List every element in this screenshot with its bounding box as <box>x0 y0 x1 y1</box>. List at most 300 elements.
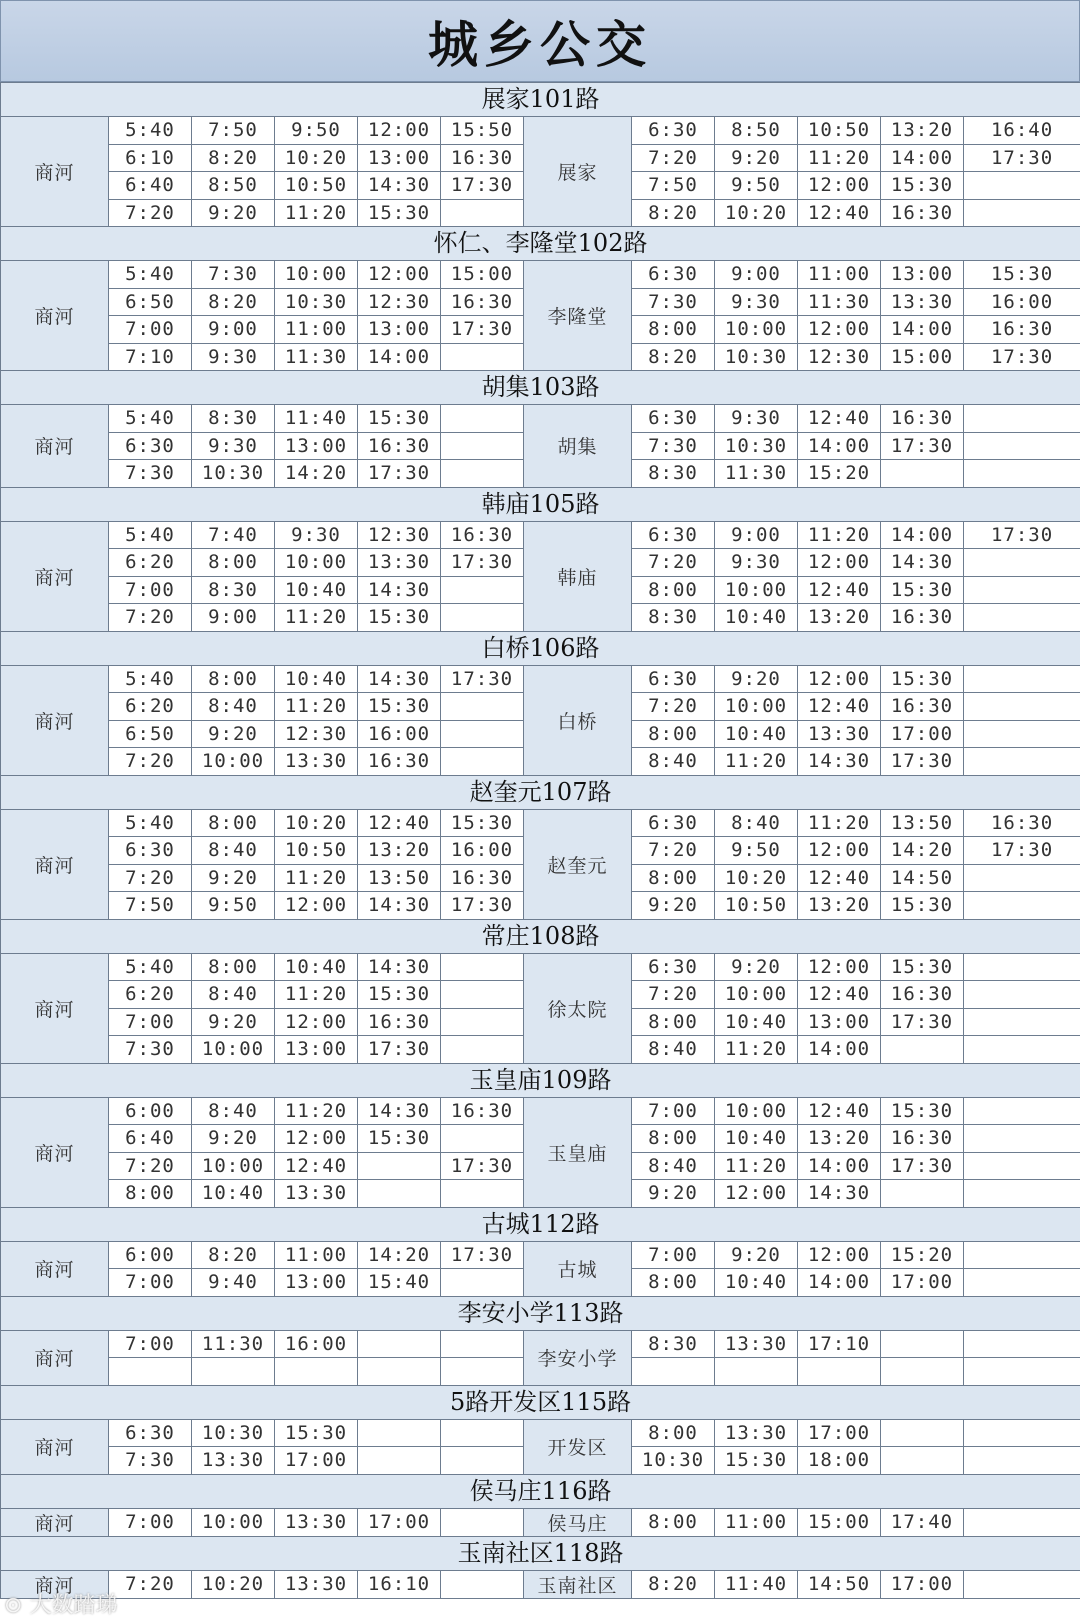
return-time: 17:00 <box>881 720 964 748</box>
return-time <box>964 1419 1080 1447</box>
return-time: 17:30 <box>964 521 1080 549</box>
return-time: 11:20 <box>798 809 881 837</box>
departure-time <box>441 1036 524 1064</box>
departure-time: 6:30 <box>109 432 192 460</box>
return-time <box>964 1508 1080 1536</box>
return-time <box>964 981 1080 1009</box>
departure-time: 9:30 <box>192 343 275 371</box>
departure-time: 10:20 <box>275 809 358 837</box>
return-time: 9:30 <box>715 549 798 577</box>
route-header <box>1 487 1080 521</box>
return-time <box>964 1152 1080 1180</box>
return-time: 17:40 <box>881 1508 964 1536</box>
origin-station: 商河 <box>1 1097 109 1207</box>
departure-time: 11:20 <box>275 981 358 1009</box>
departure-time: 16:30 <box>441 864 524 892</box>
departure-time: 7:40 <box>192 521 275 549</box>
return-time: 14:00 <box>798 1036 881 1064</box>
return-time: 12:40 <box>798 199 881 227</box>
origin-station: 商河 <box>1 809 109 919</box>
terminal-station: 玉皇庙 <box>524 1097 632 1207</box>
departure-time: 15:50 <box>441 117 524 145</box>
departure-time: 10:40 <box>275 953 358 981</box>
departure-time: 6:30 <box>109 837 192 865</box>
return-time: 15:30 <box>881 665 964 693</box>
return-time: 11:00 <box>715 1508 798 1536</box>
route-name: 侯马庄116路 <box>1 1474 1080 1508</box>
return-time: 9:50 <box>715 172 798 200</box>
departure-time: 13:30 <box>275 1180 358 1208</box>
origin-station: 商河 <box>1 521 109 631</box>
departure-time: 15:30 <box>358 693 441 721</box>
departure-time <box>441 604 524 632</box>
return-time: 10:40 <box>715 604 798 632</box>
return-time: 17:00 <box>881 1269 964 1297</box>
return-time: 16:30 <box>881 981 964 1009</box>
return-time: 12:40 <box>798 693 881 721</box>
departure-time <box>441 1125 524 1153</box>
table-row <box>1 1508 1080 1536</box>
return-time <box>964 549 1080 577</box>
departure-time: 8:20 <box>192 1241 275 1269</box>
return-time: 6:30 <box>632 117 715 145</box>
departure-time: 15:00 <box>441 261 524 289</box>
return-time <box>964 748 1080 776</box>
watermark-logo: ⊙ 大数踏珶 <box>4 1593 118 1618</box>
return-time: 17:30 <box>881 432 964 460</box>
departure-time: 5:40 <box>109 809 192 837</box>
departure-time: 14:30 <box>358 665 441 693</box>
return-time: 11:20 <box>715 748 798 776</box>
return-time: 12:00 <box>798 172 881 200</box>
return-time: 14:20 <box>881 837 964 865</box>
return-time: 6:30 <box>632 521 715 549</box>
departure-time <box>441 1008 524 1036</box>
departure-time: 9:20 <box>192 864 275 892</box>
departure-time: 17:30 <box>358 1036 441 1064</box>
departure-time: 10:20 <box>275 144 358 172</box>
terminal-station: 李隆堂 <box>524 261 632 371</box>
departure-time: 7:00 <box>109 1008 192 1036</box>
departure-time: 10:40 <box>275 576 358 604</box>
departure-time: 7:20 <box>109 604 192 632</box>
departure-time: 8:00 <box>109 1180 192 1208</box>
return-time: 8:20 <box>632 1570 715 1598</box>
departure-time: 6:20 <box>109 981 192 1009</box>
departure-time: 9:00 <box>192 604 275 632</box>
departure-time: 7:00 <box>109 316 192 344</box>
departure-time: 5:40 <box>109 953 192 981</box>
departure-time: 8:00 <box>192 665 275 693</box>
departure-time: 10:00 <box>192 1152 275 1180</box>
return-time <box>964 693 1080 721</box>
departure-time: 9:40 <box>192 1269 275 1297</box>
return-time: 9:20 <box>715 953 798 981</box>
departure-time: 10:30 <box>192 1419 275 1447</box>
terminal-station: 徐太院 <box>524 953 632 1063</box>
departure-time: 15:30 <box>358 199 441 227</box>
departure-time <box>358 1358 441 1386</box>
route-name: 怀仁、李隆堂102路 <box>1 227 1080 261</box>
return-time: 7:20 <box>632 693 715 721</box>
return-time: 10:00 <box>715 316 798 344</box>
terminal-station: 展家 <box>524 117 632 227</box>
return-time: 12:00 <box>798 316 881 344</box>
departure-time <box>441 981 524 1009</box>
departure-time: 12:40 <box>275 1152 358 1180</box>
return-time: 12:00 <box>798 837 881 865</box>
terminal-station: 开发区 <box>524 1419 632 1474</box>
departure-time: 16:30 <box>358 748 441 776</box>
departure-time <box>441 405 524 433</box>
departure-time <box>441 1180 524 1208</box>
return-time: 11:20 <box>715 1152 798 1180</box>
departure-time: 13:00 <box>358 144 441 172</box>
return-time: 13:30 <box>881 288 964 316</box>
departure-time <box>358 1180 441 1208</box>
return-time: 12:40 <box>798 981 881 1009</box>
departure-time: 16:30 <box>441 144 524 172</box>
return-time: 15:30 <box>881 576 964 604</box>
return-time <box>881 1036 964 1064</box>
departure-time: 8:40 <box>192 981 275 1009</box>
return-time: 15:30 <box>881 953 964 981</box>
return-time <box>964 1180 1080 1208</box>
departure-time <box>441 720 524 748</box>
departure-time: 7:00 <box>109 1269 192 1297</box>
return-time: 7:30 <box>632 432 715 460</box>
departure-time: 14:30 <box>358 953 441 981</box>
watermark-text: 大数踏珶 <box>29 1593 118 1618</box>
departure-time: 5:40 <box>109 521 192 549</box>
departure-time: 6:00 <box>109 1241 192 1269</box>
departure-time: 15:30 <box>358 981 441 1009</box>
return-time: 13:20 <box>798 604 881 632</box>
return-time: 17:00 <box>881 1570 964 1598</box>
terminal-station: 韩庙 <box>524 521 632 631</box>
return-time: 6:30 <box>632 953 715 981</box>
return-time: 8:30 <box>632 460 715 488</box>
return-time: 16:40 <box>964 117 1080 145</box>
departure-time <box>441 748 524 776</box>
return-time: 15:30 <box>964 261 1080 289</box>
return-time: 12:40 <box>798 864 881 892</box>
departure-time: 7:10 <box>109 343 192 371</box>
return-time: 7:00 <box>632 1241 715 1269</box>
origin-station: 商河 <box>1 1570 109 1598</box>
route-header <box>1 631 1080 665</box>
route-header <box>1 775 1080 809</box>
return-time: 17:30 <box>881 748 964 776</box>
return-time <box>881 1447 964 1475</box>
return-time: 16:30 <box>881 405 964 433</box>
origin-station: 商河 <box>1 1508 109 1536</box>
return-time: 8:30 <box>632 1330 715 1358</box>
departure-time <box>358 1419 441 1447</box>
return-time <box>964 460 1080 488</box>
departure-time: 9:00 <box>192 316 275 344</box>
return-time: 10:00 <box>715 693 798 721</box>
departure-time: 8:00 <box>192 953 275 981</box>
route-header <box>1 1385 1080 1419</box>
departure-time: 5:40 <box>109 405 192 433</box>
departure-time: 15:30 <box>358 1125 441 1153</box>
return-time: 13:20 <box>798 1125 881 1153</box>
terminal-station: 玉南社区 <box>524 1570 632 1598</box>
route-name: 胡集103路 <box>1 371 1080 405</box>
departure-time: 14:30 <box>358 172 441 200</box>
return-time: 8:40 <box>632 1152 715 1180</box>
return-time: 11:30 <box>798 288 881 316</box>
return-time: 7:50 <box>632 172 715 200</box>
return-time <box>964 1125 1080 1153</box>
departure-time: 11:20 <box>275 604 358 632</box>
departure-time <box>358 1330 441 1358</box>
departure-time <box>358 1447 441 1475</box>
departure-time: 9:30 <box>192 432 275 460</box>
departure-time: 11:20 <box>275 199 358 227</box>
origin-station: 商河 <box>1 665 109 775</box>
departure-time <box>441 1419 524 1447</box>
return-time: 12:40 <box>798 576 881 604</box>
departure-time: 12:00 <box>275 892 358 920</box>
departure-time: 10:40 <box>192 1180 275 1208</box>
return-time: 15:30 <box>881 172 964 200</box>
return-time <box>964 665 1080 693</box>
route-header <box>1 227 1080 261</box>
origin-station: 商河 <box>1 405 109 488</box>
departure-time: 16:30 <box>358 432 441 460</box>
return-time: 12:00 <box>798 549 881 577</box>
return-time <box>964 1330 1080 1358</box>
departure-time: 10:20 <box>192 1570 275 1598</box>
return-time <box>881 1330 964 1358</box>
return-time: 9:00 <box>715 521 798 549</box>
return-time: 8:40 <box>632 1036 715 1064</box>
departure-time: 7:30 <box>109 1447 192 1475</box>
departure-time: 10:00 <box>192 748 275 776</box>
departure-time <box>192 1358 275 1386</box>
return-time: 16:00 <box>964 288 1080 316</box>
return-time: 10:40 <box>715 1269 798 1297</box>
return-time: 15:20 <box>881 1241 964 1269</box>
departure-time: 5:40 <box>109 117 192 145</box>
return-time <box>964 1241 1080 1269</box>
departure-time: 13:30 <box>275 748 358 776</box>
route-name: 韩庙105路 <box>1 487 1080 521</box>
return-time: 7:20 <box>632 144 715 172</box>
return-time: 10:00 <box>715 1097 798 1125</box>
return-time: 10:30 <box>715 432 798 460</box>
return-time <box>964 1036 1080 1064</box>
departure-time: 9:20 <box>192 1008 275 1036</box>
departure-time: 8:00 <box>192 549 275 577</box>
departure-time: 8:30 <box>192 405 275 433</box>
return-time: 10:20 <box>715 864 798 892</box>
route-name: 玉皇庙109路 <box>1 1063 1080 1097</box>
return-time: 8:30 <box>632 604 715 632</box>
return-time <box>964 1008 1080 1036</box>
return-time: 15:20 <box>798 460 881 488</box>
departure-time: 7:50 <box>192 117 275 145</box>
route-name: 古城112路 <box>1 1207 1080 1241</box>
departure-time: 17:00 <box>275 1447 358 1475</box>
return-time: 8:00 <box>632 316 715 344</box>
return-time <box>881 1180 964 1208</box>
departure-time: 6:40 <box>109 172 192 200</box>
terminal-station: 侯马庄 <box>524 1508 632 1536</box>
departure-time: 13:00 <box>275 1036 358 1064</box>
departure-time <box>441 693 524 721</box>
departure-time <box>358 1152 441 1180</box>
departure-time: 9:20 <box>192 720 275 748</box>
departure-time: 14:30 <box>358 892 441 920</box>
return-time <box>964 864 1080 892</box>
departure-time: 7:20 <box>109 748 192 776</box>
route-name: 常庄108路 <box>1 919 1080 953</box>
departure-time: 16:10 <box>358 1570 441 1598</box>
return-time: 11:00 <box>798 261 881 289</box>
departure-time: 7:30 <box>109 1036 192 1064</box>
return-time: 13:30 <box>715 1330 798 1358</box>
return-time: 13:30 <box>798 720 881 748</box>
return-time: 8:00 <box>632 1125 715 1153</box>
departure-time: 10:30 <box>192 460 275 488</box>
departure-time: 9:30 <box>275 521 358 549</box>
return-time: 15:30 <box>715 1447 798 1475</box>
departure-time: 8:20 <box>192 288 275 316</box>
return-time: 15:00 <box>881 343 964 371</box>
return-time: 17:30 <box>964 144 1080 172</box>
route-header <box>1 1536 1080 1570</box>
departure-time: 15:30 <box>275 1419 358 1447</box>
return-time: 6:30 <box>632 261 715 289</box>
return-time: 15:00 <box>798 1508 881 1536</box>
return-time: 17:30 <box>881 1008 964 1036</box>
departure-time <box>441 576 524 604</box>
departure-time: 9:50 <box>192 892 275 920</box>
return-time: 9:20 <box>632 1180 715 1208</box>
departure-time: 7:30 <box>109 460 192 488</box>
departure-time: 9:20 <box>192 199 275 227</box>
departure-time: 11:20 <box>275 864 358 892</box>
return-time: 9:30 <box>715 288 798 316</box>
departure-time: 17:30 <box>358 460 441 488</box>
table-row <box>1 521 1080 549</box>
route-name: 白桥106路 <box>1 631 1080 665</box>
return-time: 12:40 <box>798 405 881 433</box>
return-time: 17:30 <box>964 343 1080 371</box>
departure-time: 12:00 <box>275 1008 358 1036</box>
return-time: 8:50 <box>715 117 798 145</box>
return-time <box>964 1447 1080 1475</box>
departure-time: 9:20 <box>192 1125 275 1153</box>
return-time <box>964 1269 1080 1297</box>
departure-time <box>441 432 524 460</box>
return-time <box>964 172 1080 200</box>
return-time <box>964 1097 1080 1125</box>
return-time <box>964 1358 1080 1386</box>
return-time: 12:00 <box>715 1180 798 1208</box>
return-time <box>881 460 964 488</box>
return-time: 12:30 <box>798 343 881 371</box>
return-time: 17:00 <box>798 1419 881 1447</box>
departure-time: 11:40 <box>275 405 358 433</box>
return-time: 12:40 <box>798 1097 881 1125</box>
departure-time <box>275 1358 358 1386</box>
return-time: 10:50 <box>798 117 881 145</box>
return-time: 9:30 <box>715 405 798 433</box>
departure-time: 15:30 <box>358 604 441 632</box>
departure-time: 17:00 <box>358 1508 441 1536</box>
return-time: 12:00 <box>798 665 881 693</box>
origin-station: 商河 <box>1 261 109 371</box>
return-time: 9:50 <box>715 837 798 865</box>
return-time <box>964 892 1080 920</box>
departure-time: 17:30 <box>441 172 524 200</box>
departure-time: 17:30 <box>441 1152 524 1180</box>
return-time <box>964 405 1080 433</box>
table-row <box>1 1097 1080 1125</box>
return-time: 12:00 <box>798 953 881 981</box>
departure-time: 12:00 <box>358 117 441 145</box>
table-row <box>1 261 1080 289</box>
departure-time: 6:10 <box>109 144 192 172</box>
origin-station: 商河 <box>1 1330 109 1385</box>
return-time <box>715 1358 798 1386</box>
return-time: 9:20 <box>632 892 715 920</box>
table-row <box>1 405 1080 433</box>
departure-time: 13:00 <box>275 1269 358 1297</box>
departure-time: 10:50 <box>275 172 358 200</box>
route-name: 5路开发区115路 <box>1 1385 1080 1419</box>
return-time: 17:30 <box>964 837 1080 865</box>
departure-time: 8:50 <box>192 172 275 200</box>
departure-time: 8:00 <box>192 809 275 837</box>
departure-time: 6:20 <box>109 693 192 721</box>
departure-time: 17:30 <box>441 665 524 693</box>
return-time <box>964 199 1080 227</box>
terminal-station: 李安小学 <box>524 1330 632 1385</box>
return-time: 9:20 <box>715 144 798 172</box>
return-time: 16:30 <box>881 604 964 632</box>
return-time: 16:30 <box>881 199 964 227</box>
departure-time: 7:20 <box>109 1152 192 1180</box>
table-row <box>1 953 1080 981</box>
route-name: 玉南社区118路 <box>1 1536 1080 1570</box>
departure-time: 12:40 <box>358 809 441 837</box>
route-header <box>1 1207 1080 1241</box>
return-time: 14:30 <box>798 1180 881 1208</box>
table-row <box>1 117 1080 145</box>
return-time <box>881 1358 964 1386</box>
return-time: 10:40 <box>715 1125 798 1153</box>
departure-time: 8:40 <box>192 1097 275 1125</box>
departure-time: 10:00 <box>275 261 358 289</box>
return-time: 15:30 <box>881 1097 964 1125</box>
departure-time: 16:30 <box>441 1097 524 1125</box>
departure-time <box>441 199 524 227</box>
return-time: 8:00 <box>632 1419 715 1447</box>
return-time <box>881 1419 964 1447</box>
return-time: 11:40 <box>715 1570 798 1598</box>
return-time: 12:00 <box>798 1241 881 1269</box>
return-time <box>632 1358 715 1386</box>
terminal-station: 白桥 <box>524 665 632 775</box>
departure-time: 9:50 <box>275 117 358 145</box>
return-time: 8:40 <box>632 748 715 776</box>
departure-time: 6:50 <box>109 720 192 748</box>
